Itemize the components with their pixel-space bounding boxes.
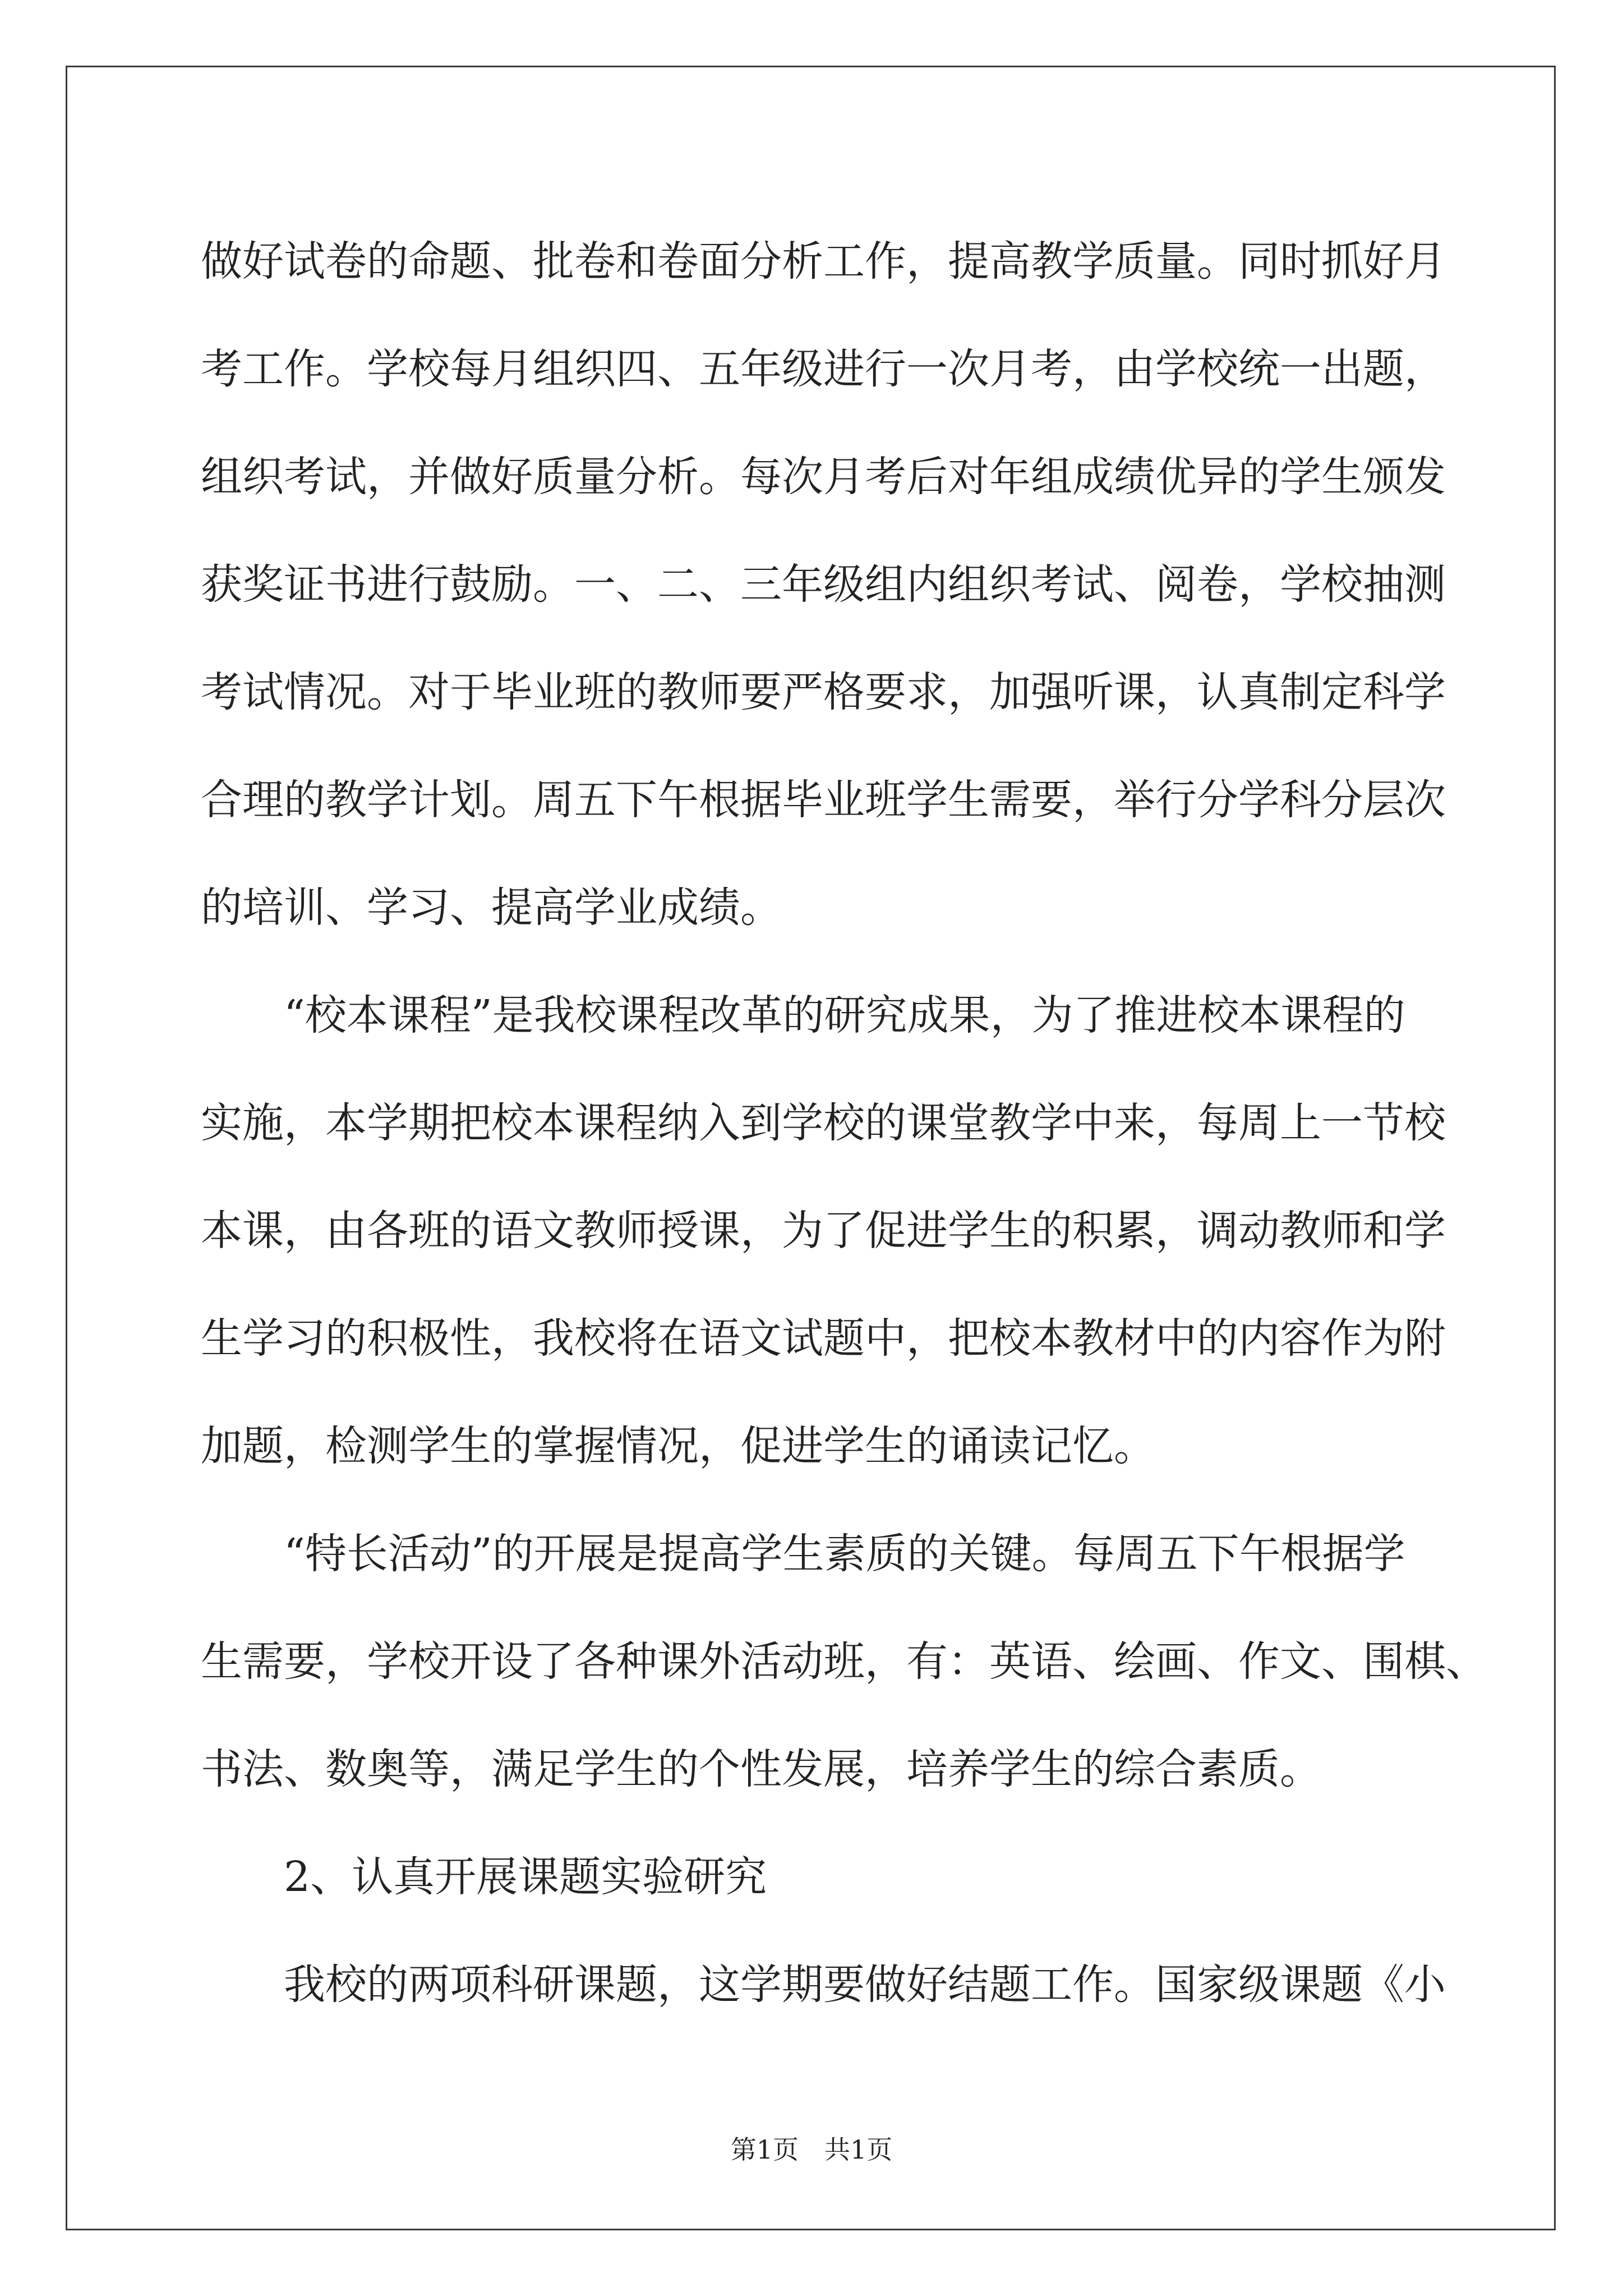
text-line-5: 考试情况。对于毕业班的教师要严格要求，加强听课，认真制定科学 <box>201 668 1446 716</box>
text-line-1: 做好试卷的命题、批卷和卷面分析工作，提高教学质量。同时抓好月 <box>201 237 1446 286</box>
section-heading: 2、认真开展课题实验研究 <box>284 1853 767 1901</box>
text-line-3: 组织考试，并做好质量分析。每次月考后对年组成绩优异的学生颁发 <box>201 453 1446 501</box>
text-line-7: 的培训、学习、提高学业成绩。 <box>201 884 782 932</box>
text-line-9: 实施，本学期把校本课程纳入到学校的课堂教学中来，每周上一节校 <box>201 1099 1446 1147</box>
text-line-8: “校本课程”是我校课程改革的研究成果，为了推进校本课程的 <box>284 991 1405 1039</box>
text-line-13: “特长活动”的开展是提高学生素质的关键。每周五下午根据学 <box>284 1530 1405 1578</box>
text-line-4: 获奖证书进行鼓励。一、二、三年级组内组织考试、阅卷，学校抽测 <box>201 560 1446 609</box>
text-line-10: 本课，由各班的语文教师授课，为了促进学生的积累，调动教师和学 <box>201 1207 1446 1255</box>
text-line-2: 考工作。学校每月组织四、五年级进行一次月考，由学校统一出题， <box>201 345 1446 393</box>
text-line-11: 生学习的积极性，我校将在语文试题中，把校本教材中的内容作为附 <box>201 1314 1446 1363</box>
text-line-14: 生需要，学校开设了各种课外活动班，有：英语、绘画、作文、围棋、 <box>201 1637 1487 1686</box>
text-line-17: 我校的两项科研课题，这学期要做好结题工作。国家级课题《小 <box>284 1961 1446 2009</box>
text-line-6: 合理的教学计划。周五下午根据毕业班学生需要，举行分学科分层次 <box>201 776 1446 824</box>
text-line-15: 书法、数奥等，满足学生的个性发展，培养学生的综合素质。 <box>201 1745 1321 1793</box>
document-body <box>201 208 1487 2039</box>
page-footer: 第1页 共1页 <box>730 2134 893 2165</box>
text-line-12: 加题，检测学生的掌握情况，促进学生的诵读记忆。 <box>201 1422 1155 1470</box>
